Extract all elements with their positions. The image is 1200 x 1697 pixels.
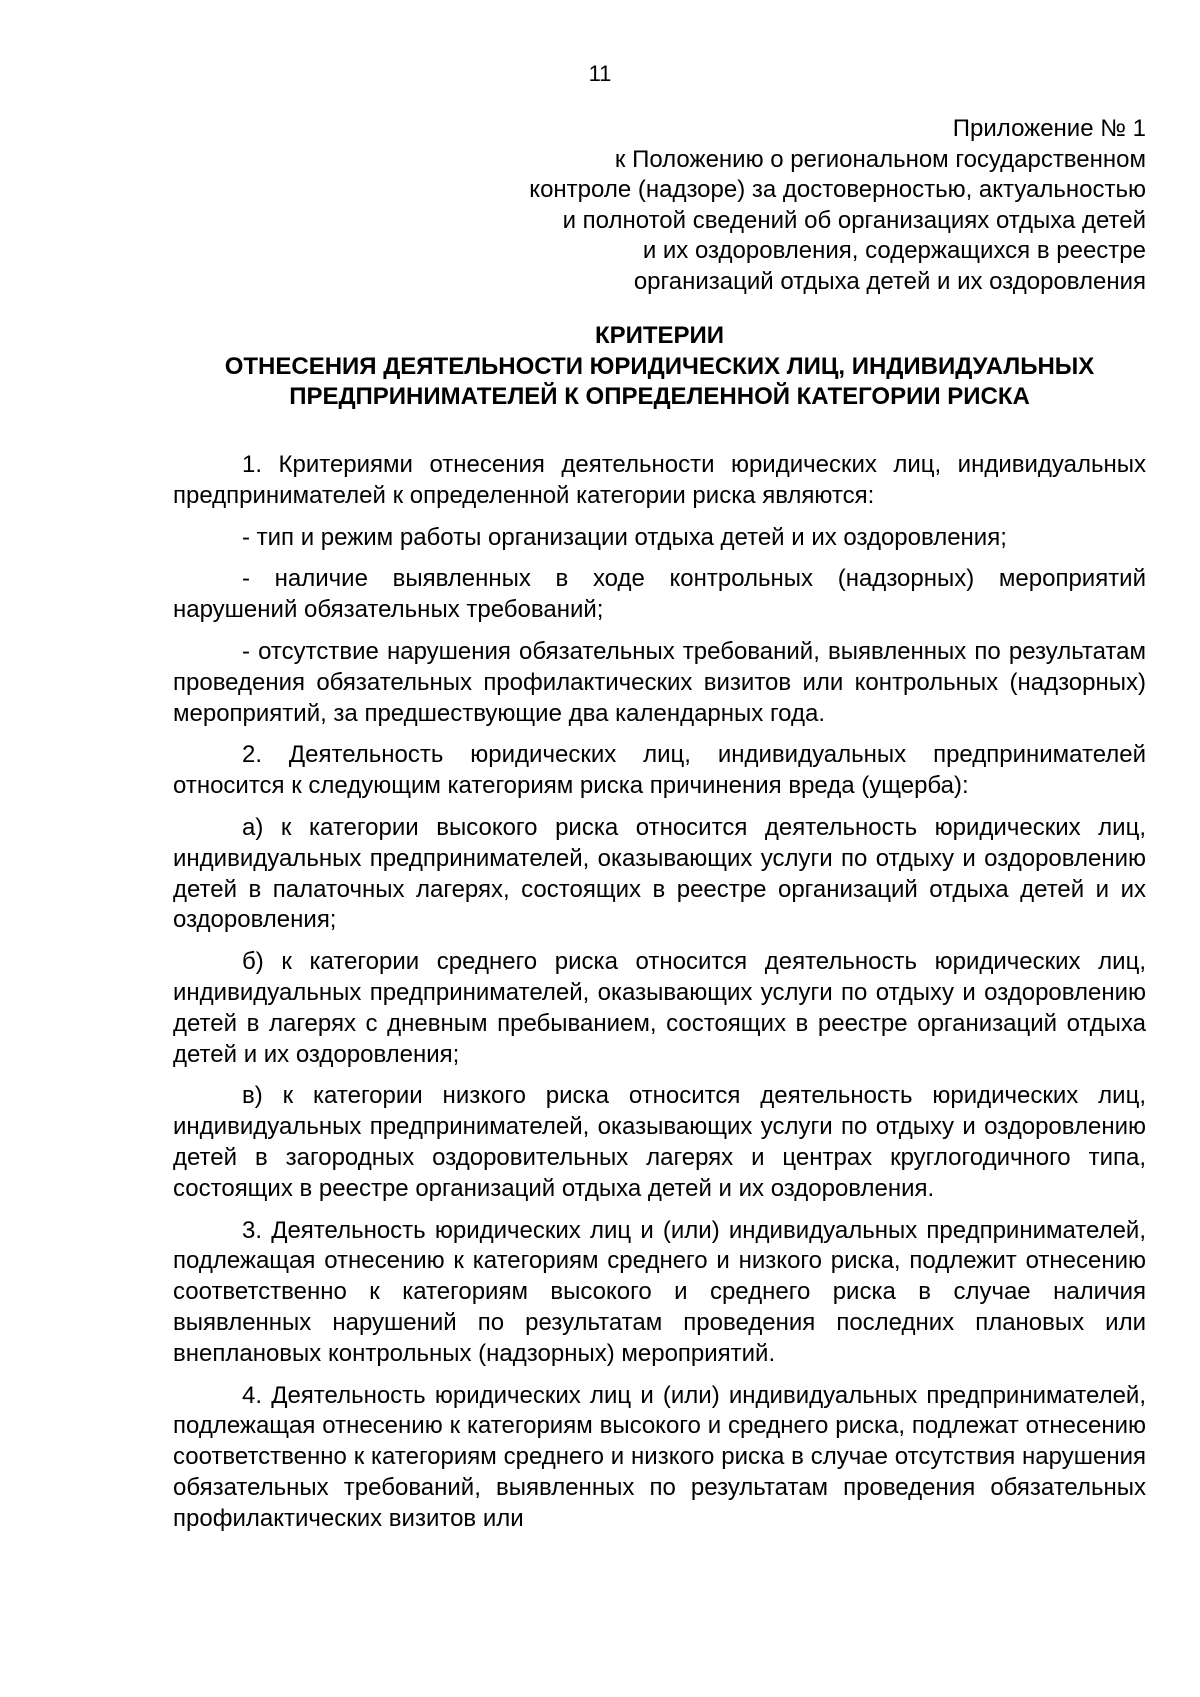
title-line: ОТНЕСЕНИЯ ДЕЯТЕЛЬНОСТИ ЮРИДИЧЕСКИХ ЛИЦ, ИНДИВИДУАЛЬНЫХ xyxy=(224,352,1095,380)
title-line: ПРЕДПРИНИМАТЕЛЕЙ К ОПРЕДЕЛЕННОЙ КАТЕГОРИИ РИСКА xyxy=(289,383,1030,410)
document-title xyxy=(173,321,1146,413)
paragraph: а) к категории высокого риска относится деятельность юридических лиц, индивидуальных предпринимателей, оказывающих услуги по отдыху и оздоровлению детей в палаточных лагерях, состоящих в реестре организаций отдыха детей и их оздоровления; xyxy=(173,813,1146,934)
appendix-line: и полнотой сведений об организациях отдыха детей xyxy=(562,206,1146,234)
appendix-line: Приложение № 1 xyxy=(952,115,1146,142)
page-number: 11 xyxy=(588,61,612,86)
appendix-line: организаций отдыха детей и их оздоровления xyxy=(633,267,1146,295)
appendix-line: и их оздоровления, содержащихся в реестре xyxy=(642,237,1146,264)
paragraph: - тип и режим работы организации отдыха детей и их оздоровления; xyxy=(242,523,1007,551)
appendix-reference xyxy=(529,114,1146,297)
paragraph: 3. Деятельность юридических лиц и (или) индивидуальных предпринимателей, подлежащая отнесению к категориям среднего и низкого риска, подлежит отнесению соответственно к категориям высокого и среднего риска в случае наличия выявленных нарушений по результатам проведения последних плановых или внеплановых контрольных (надзорных) мероприятий. xyxy=(173,1216,1146,1367)
paragraph: - отсутствие нарушения обязательных требований, выявленных по результатам проведения обязательных профилактических визитов или контрольных (надзорных) мероприятий, за предшествующие два календарных года. xyxy=(173,637,1146,727)
appendix-line: к Положению о региональном государственном xyxy=(614,145,1146,173)
paragraph: 2. Деятельность юридических лиц, индивидуальных предпринимателей относится к следующим категориям риска причинения вреда (ущерба): xyxy=(173,741,1146,800)
paragraph: 1. Критериями отнесения деятельности юридических лиц, индивидуальных предпринимателей к определенной категории риска являются: xyxy=(173,451,1146,509)
paragraph: в) к категории низкого риска относится деятельность юридических лиц, индивидуальных предпринимателей, оказывающих услуги по отдыху и оздоровлению детей в загородных оздоровительных лагерях и центрах круглогодичного типа, состоящих в реестре организаций отдыха детей и их оздоровления. xyxy=(173,1082,1146,1202)
document-body xyxy=(173,450,1146,1546)
paragraph: 4. Деятельность юридических лиц и (или) индивидуальных предпринимателей, подлежащая отнесению к категориям высокого и среднего риска, подлежат отнесению соответственно к категориям среднего и низкого риска в случае отсутствия нарушения обязательных требований, выявленных по результатам проведения обязательных профилактических визитов или xyxy=(173,1381,1146,1532)
title-line: КРИТЕРИИ xyxy=(594,322,725,349)
paragraph: б) к категории среднего риска относится деятельность юридических лиц, индивидуальных предпринимателей, оказывающих услуги по отдыху и оздоровлению детей в лагерях с дневным пребыванием, состоящих в реестре организаций отдыха детей и их оздоровления; xyxy=(173,948,1146,1068)
appendix-line: контроле (надзоре) за достоверностью, актуальностью xyxy=(529,176,1146,203)
paragraph: - наличие выявленных в ходе контрольных (надзорных) мероприятий нарушений обязательных требований; xyxy=(173,565,1146,624)
